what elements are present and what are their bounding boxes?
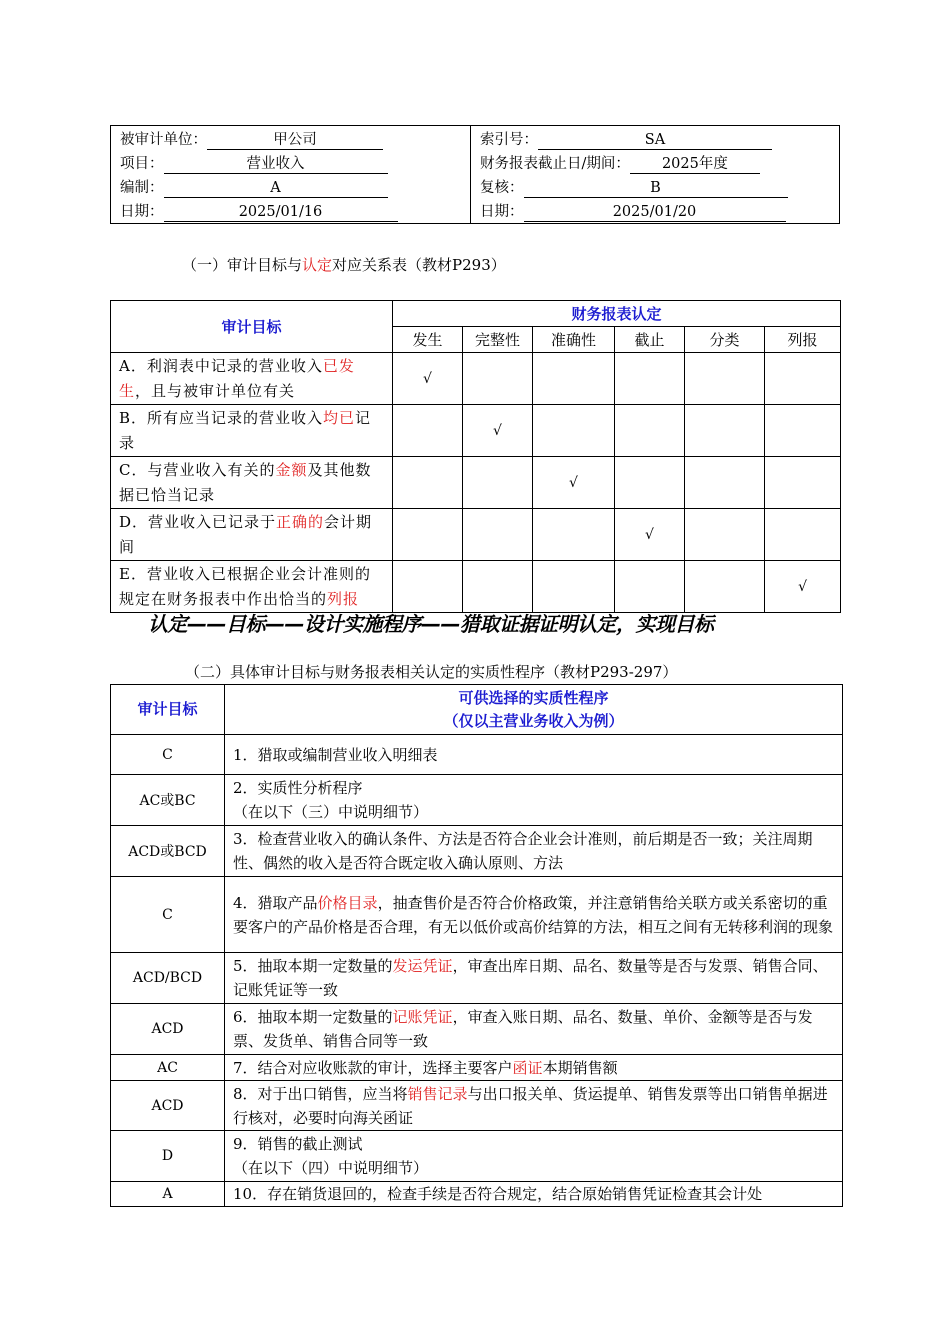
goal-text: D．营业收入已记录于 (119, 513, 277, 531)
check-cell (685, 405, 765, 457)
procedure-cell (225, 953, 843, 1004)
check-cell (615, 353, 685, 405)
procedure-row (111, 735, 843, 775)
procedure-row (111, 877, 843, 953)
assertion-header: 列报 (765, 327, 841, 353)
procedure-row (111, 953, 843, 1004)
procedure-cell (225, 826, 843, 877)
slogan: 认定——目标——设计实施程序——猎取证据证明认定，实现目标 (148, 612, 714, 636)
date2-label: 日期： (480, 204, 524, 220)
goal-code: ACD/BCD (111, 953, 225, 1004)
assertion-header: 完整性 (463, 327, 533, 353)
index-row (480, 128, 772, 152)
check-cell (765, 405, 841, 457)
procedure-text: 5．抽取本期一定数量的 (233, 957, 393, 975)
col-header-goal: 审计目标 (111, 685, 225, 735)
procedure-highlight: 价格目录 (317, 893, 378, 912)
goal-text: A．利润表中记录的营业收入 (119, 357, 323, 375)
procedure-text: 4．猎取产品 (233, 893, 318, 912)
procedure-text: 3．检查营业收入的确认条件、方法是否符合企业会计准则，前后期是否一致；关注周期性、偶然的收入是否符合既定收入确认原则、方法 (233, 830, 813, 872)
check-cell (463, 561, 533, 613)
assertion-header: 准确性 (533, 327, 615, 353)
procedure-note: （在以下（三）中说明细节） (233, 803, 429, 821)
check-cell (533, 353, 615, 405)
check-cell (615, 457, 685, 509)
substantive-procedures-table (110, 684, 843, 1207)
date1-value: 2025/01/16 (164, 203, 398, 222)
procedure-row (111, 1131, 843, 1182)
item-row (120, 152, 388, 176)
goal-cell (111, 457, 393, 509)
procedure-highlight: 销售记录 (407, 1084, 468, 1103)
col-header-procedures (225, 685, 843, 735)
procedure-text: ，审查出库日期、品名、数量等是否与发票、销售合同、记账凭证等一致 (233, 957, 828, 999)
check-mark: √ (645, 526, 654, 543)
check-cell (533, 561, 615, 613)
goal-code: ACD (111, 1004, 225, 1055)
procedure-row (111, 1182, 843, 1207)
assertion-mapping-table (110, 300, 841, 613)
check-cell (533, 457, 615, 509)
procedure-note: （在以下（四）中说明细节） (233, 1159, 429, 1177)
period-value: 2025年度 (630, 155, 760, 174)
procedure-text: 10．存在销货退回的，检查手续是否符合规定，结合原始销售凭证检查其会计处 (233, 1185, 763, 1203)
procedure-cell (225, 1081, 843, 1131)
check-cell (685, 561, 765, 613)
section2-caption: （二）具体审计目标与财务报表相关认定的实质性程序（教材P293-297） (185, 663, 678, 681)
col-header-assertions: 财务报表认定 (393, 301, 841, 327)
procedure-text: ，审查入账日期、品名、数量、单价、金额等是否与发票、发货单、销售合同等一致 (233, 1008, 813, 1050)
goal-row (111, 457, 841, 509)
check-cell (393, 509, 463, 561)
check-cell (393, 353, 463, 405)
goal-code: C (111, 735, 225, 775)
goal-text: 记录 (119, 409, 372, 452)
procedure-cell (225, 1055, 843, 1081)
procedure-text: 与出口报关单、货运提单、销售发票等出口销售单据进行核对，必要时向海关函证 (233, 1084, 828, 1127)
check-cell (533, 405, 615, 457)
period-row (480, 152, 760, 176)
procedure-cell (225, 877, 843, 953)
goal-cell (111, 509, 393, 561)
check-cell (615, 561, 685, 613)
procedure-text: 7．结合对应收账款的审计，选择主要客户 (233, 1058, 513, 1077)
goal-text: E．营业收入已根据企业会计准则的规定在财务报表中作出恰当的 (119, 565, 371, 608)
date2-value: 2025/01/20 (524, 203, 786, 222)
procedure-row (111, 1055, 843, 1081)
prepared-value: A (164, 179, 388, 198)
goal-code: A (111, 1182, 225, 1207)
item-label: 项目： (120, 156, 164, 172)
audited-unit-label: 被审计单位： (120, 132, 207, 148)
procedure-text: 6．抽取本期一定数量的 (233, 1008, 393, 1026)
index-label: 索引号： (480, 132, 538, 148)
goal-code: C (111, 877, 225, 953)
goal-row (111, 509, 841, 561)
goal-cell (111, 353, 393, 405)
goal-cell (111, 561, 393, 613)
check-cell (463, 353, 533, 405)
procedure-cell (225, 775, 843, 826)
prepared-label: 编制： (120, 180, 164, 196)
goal-row (111, 405, 841, 457)
procedure-text: 9．销售的截止测试 (233, 1135, 363, 1153)
goal-text: B．所有应当记录的营业收入 (119, 409, 324, 427)
review-row (480, 176, 788, 200)
item-value: 营业收入 (164, 155, 388, 174)
date2-row (480, 200, 786, 224)
check-mark: √ (493, 422, 502, 439)
procedure-cell (225, 1131, 843, 1182)
check-cell (765, 561, 841, 613)
assertion-header: 截止 (615, 327, 685, 353)
check-cell (765, 457, 841, 509)
procedures-header-line2: （仅以主营业务收入为例） (443, 711, 624, 730)
procedure-text: 1．猎取或编制营业收入明细表 (233, 745, 438, 764)
workpaper-header (110, 125, 840, 224)
review-value: B (524, 179, 788, 198)
audited-unit-value: 甲公司 (207, 131, 383, 150)
check-cell (463, 509, 533, 561)
check-cell (685, 353, 765, 405)
goal-row (111, 353, 841, 405)
procedure-row (111, 775, 843, 826)
check-cell (533, 509, 615, 561)
section1-caption (182, 254, 506, 275)
goal-row (111, 561, 841, 613)
check-mark: √ (423, 370, 432, 387)
assertion-header: 发生 (393, 327, 463, 353)
goal-text: C．与营业收入有关的 (119, 461, 276, 479)
date1-label: 日期： (120, 204, 164, 220)
check-mark: √ (569, 474, 578, 491)
procedure-highlight: 发运凭证 (392, 957, 453, 975)
caption-part: 对应关系表（教材P293） (332, 256, 506, 274)
check-cell (765, 353, 841, 405)
procedure-cell (225, 1182, 843, 1207)
goal-highlight: 金额 (275, 461, 308, 479)
check-cell (393, 405, 463, 457)
goal-highlight: 已发生 (119, 357, 355, 400)
goal-code: AC或BC (111, 775, 225, 826)
procedure-text: 2．实质性分析程序 (233, 779, 363, 797)
goal-code: AC (111, 1055, 225, 1081)
caption-highlight: 认定 (302, 256, 333, 274)
goal-highlight: 列报 (327, 590, 360, 608)
procedure-highlight: 记账凭证 (392, 1008, 453, 1026)
check-mark: √ (798, 578, 807, 595)
goal-cell (111, 405, 393, 457)
procedure-highlight: 函证 (512, 1058, 543, 1077)
audited-unit-row (120, 128, 383, 152)
procedure-cell (225, 1004, 843, 1055)
header-divider (470, 126, 471, 223)
col-header-goal: 审计目标 (111, 301, 393, 353)
check-cell (685, 509, 765, 561)
goal-code: D (111, 1131, 225, 1182)
check-cell (765, 509, 841, 561)
procedure-row (111, 826, 843, 877)
procedure-row (111, 1004, 843, 1055)
procedure-text: ，抽查售价是否符合价格政策，并注意销售给关联方或关系密切的重要客户的产品价格是否合理，有无以低价或高价结算的方法，相互之间有无转移利润的现象 (233, 893, 834, 936)
date1-row (120, 200, 398, 224)
procedure-text: 8．对于出口销售，应当将 (233, 1084, 408, 1103)
prepared-row (120, 176, 388, 200)
procedure-cell (225, 735, 843, 775)
check-cell (685, 457, 765, 509)
goal-text: 及其他数据已恰当记录 (119, 461, 372, 504)
goal-code: ACD或BCD (111, 826, 225, 877)
check-cell (615, 509, 685, 561)
procedure-row (111, 1081, 843, 1131)
goal-text: 会计期间 (119, 513, 373, 556)
goal-code: ACD (111, 1081, 225, 1131)
index-value: SA (538, 131, 772, 150)
check-cell (393, 457, 463, 509)
period-label: 财务报表截止日/期间： (480, 156, 630, 172)
assertion-header: 分类 (685, 327, 765, 353)
check-cell (393, 561, 463, 613)
review-label: 复核： (480, 180, 524, 196)
procedures-header-line1: 可供选择的实质性程序 (458, 688, 609, 707)
check-cell (463, 457, 533, 509)
procedure-text: 本期销售额 (542, 1058, 618, 1077)
check-cell (463, 405, 533, 457)
caption-part: （一）审计目标与 (182, 256, 303, 274)
check-cell (615, 405, 685, 457)
goal-text: ，且与被审计单位有关 (135, 382, 296, 400)
goal-highlight: 正确的 (276, 513, 325, 531)
goal-highlight: 均已 (323, 409, 356, 427)
